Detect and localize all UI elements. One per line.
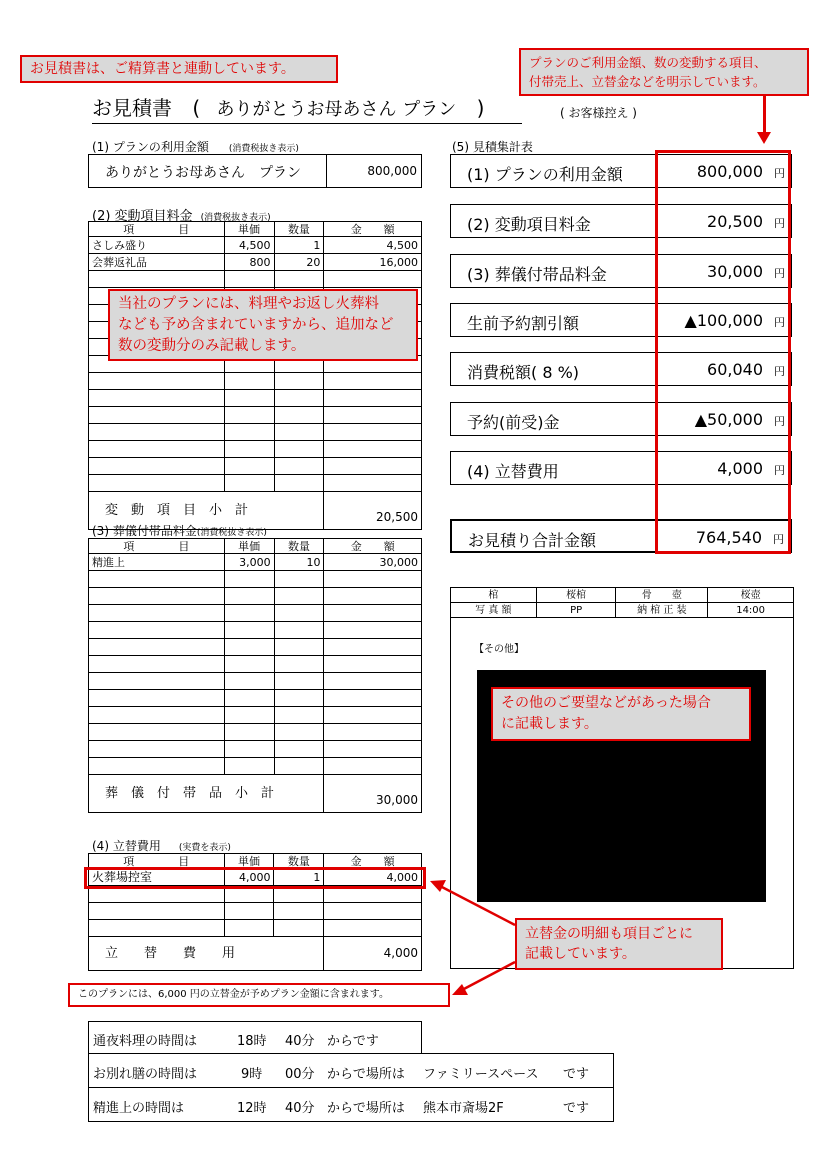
cell-amount: 16,000: [324, 254, 422, 271]
arrow-line: [462, 962, 515, 990]
note-line: プランのご利用金額、数の変動する項目、: [529, 55, 767, 70]
time-tail: からで場所は: [327, 1101, 405, 1116]
summary-label: 予約(前受)金: [467, 413, 560, 432]
cell-qty: 10: [274, 554, 324, 571]
sec4-footnote: このプランには、6,000 円の立替金が予めプラン金額に含まれます。: [78, 989, 390, 1000]
summary-label: (4) 立替費用: [467, 462, 559, 481]
note-line: その他のご要望などがあった場合: [501, 695, 711, 711]
col-amount: 金 額: [324, 222, 422, 237]
col-item: 項 目: [89, 854, 225, 869]
col-item: 項 目: [89, 222, 225, 237]
summary-value: 800,000: [696, 162, 763, 181]
info-cell: 14:00: [708, 603, 794, 618]
time-hour: 9時: [241, 1067, 263, 1082]
cell-qty: 20: [274, 254, 324, 271]
cell-item: 会葬返礼品: [89, 254, 225, 271]
subtotal-value: 4,000: [324, 937, 422, 971]
note-line: に記載します。: [501, 716, 598, 732]
yen-unit: 円: [774, 365, 785, 378]
time-place: ファミリースペース: [423, 1067, 539, 1082]
sec5-title: (5) 見積集計表: [452, 140, 533, 154]
note-line: 数の変動分のみ記載します。: [118, 338, 306, 354]
cell-item: 精進上: [89, 554, 225, 571]
summary-value: 20,500: [707, 212, 763, 231]
col-amount: 金 額: [324, 854, 422, 869]
summary-label: 生前予約割引額: [467, 314, 580, 333]
time-row: [88, 1021, 422, 1054]
yen-unit: 円: [774, 167, 785, 180]
cell-amount: 30,000: [324, 554, 422, 571]
col-qty: 数量: [274, 854, 324, 869]
time-tail: からで場所は: [327, 1067, 405, 1082]
time-min: 00分: [285, 1067, 315, 1082]
col-price: 単価: [224, 854, 274, 869]
col-qty: 数量: [274, 222, 324, 237]
time-row: [88, 1053, 614, 1088]
info-cell: 写 真 額: [451, 603, 537, 618]
time-min: 40分: [285, 1034, 315, 1049]
sec4-title-text: (4) 立替費用: [92, 839, 161, 853]
time-place: 熊本市斎場2F: [423, 1101, 504, 1116]
col-qty: 数量: [274, 539, 324, 554]
sec1-note: (消費税抜き表示): [228, 144, 299, 154]
title-paren-open: (: [192, 96, 201, 120]
note-line: 立替金の明細も項目ごとに: [525, 926, 693, 942]
yen-unit: 円: [774, 217, 785, 230]
yen-unit: 円: [774, 267, 785, 280]
sec1-amount: 800,000: [367, 164, 417, 178]
info-cell: 桜壺: [708, 588, 794, 603]
sec1-title-text: (1) プランの利用金額: [92, 140, 209, 154]
col-price: 単価: [224, 222, 274, 237]
arrow-line: [440, 886, 515, 925]
time-label: お別れ膳の時間は: [93, 1067, 198, 1082]
arrow-head: [430, 880, 446, 892]
col-amount: 金 額: [324, 539, 422, 554]
subtotal-value: 30,000: [324, 775, 422, 813]
info-cell: PP: [536, 603, 616, 618]
info-cell: 棺: [451, 588, 537, 603]
info-cell: 桜棺: [536, 588, 616, 603]
subtotal-label: 立 替 費 用: [89, 937, 324, 971]
time-end: です: [563, 1067, 590, 1082]
subtotal-value: 20,500: [324, 492, 422, 530]
cell-qty: 1: [274, 237, 324, 254]
sec3-title-text: (3) 葬儀付帯品料金: [92, 524, 197, 538]
summary-label: 消費税額( 8 %): [467, 363, 580, 382]
time-label: 通夜料理の時間は: [93, 1034, 198, 1049]
copy-label: ( お客様控え ): [560, 106, 637, 120]
cell-price: 800: [224, 254, 274, 271]
time-hour: 18時: [237, 1034, 267, 1049]
summary-total-label: お見積り合計金額: [468, 531, 597, 550]
title-paren-close: ): [476, 96, 485, 120]
summary-label: (1) プランの利用金額: [467, 165, 623, 184]
summary-value: ▲50,000: [694, 410, 763, 429]
time-hour: 12時: [237, 1101, 267, 1116]
yen-unit: 円: [774, 415, 785, 428]
cell-price: 4,500: [224, 237, 274, 254]
cell-price: 4,000: [224, 869, 274, 886]
title-main: お見積書: [92, 96, 172, 120]
yen-unit: 円: [774, 316, 785, 329]
note-line: 当社のプランには、料理やお返し火葬料: [118, 296, 379, 312]
summary-value: 30,000: [707, 262, 763, 281]
cell-item: 火葬場控室: [89, 869, 225, 886]
col-item: 項 目: [89, 539, 225, 554]
yen-unit: 円: [773, 533, 784, 546]
time-min: 40分: [285, 1101, 315, 1116]
summary-label: (2) 変動項目料金: [467, 215, 591, 234]
note-top-left: お見積書は、ご精算書と連動しています。: [20, 55, 338, 83]
cell-amount: 4,000: [324, 869, 422, 886]
subtotal-label: 葬 儀 付 帯 品 小 計: [89, 775, 324, 813]
summary-value: 4,000: [717, 459, 763, 478]
summary-total-value: 764,540: [695, 528, 762, 547]
sec1-plan-name: ありがとうお母あさん プラン: [105, 165, 301, 181]
note-line: 付帯売上、立替金などを明示しています。: [529, 74, 766, 89]
note-line: なども予め含まれていますから、追加など: [118, 317, 394, 333]
yen-unit: 円: [774, 464, 785, 477]
info-cell: 骨 壺: [616, 588, 708, 603]
note-line: 記載しています。: [525, 946, 636, 962]
cell-item: さしみ盛り: [89, 237, 225, 254]
subtotal-label: 変 動 項 目 小 計: [89, 492, 324, 530]
sec4-note: (実費を表示): [178, 843, 231, 853]
time-end: です: [563, 1101, 590, 1116]
sec3-note: (消費税抜き表示): [196, 528, 267, 538]
other-label: 【その他】: [474, 644, 524, 655]
cell-price: 3,000: [224, 554, 274, 571]
time-tail: からです: [327, 1034, 379, 1049]
summary-value: ▲100,000: [684, 311, 763, 330]
title-plan: ありがとうお母あさん プラン: [216, 99, 457, 120]
cell-amount: 4,500: [324, 237, 422, 254]
sec2-note: (消費税抜き表示): [200, 213, 271, 223]
summary-label: (3) 葬儀付帯品料金: [467, 265, 607, 284]
info-cell: 納 棺 正 装: [616, 603, 708, 618]
time-label: 精進上の時間は: [93, 1101, 185, 1116]
col-price: 単価: [224, 539, 274, 554]
time-row: [88, 1087, 614, 1122]
summary-value: 60,040: [707, 360, 763, 379]
sec2-title-text: (2) 変動項目料金: [92, 209, 193, 224]
cell-qty: 1: [274, 869, 324, 886]
